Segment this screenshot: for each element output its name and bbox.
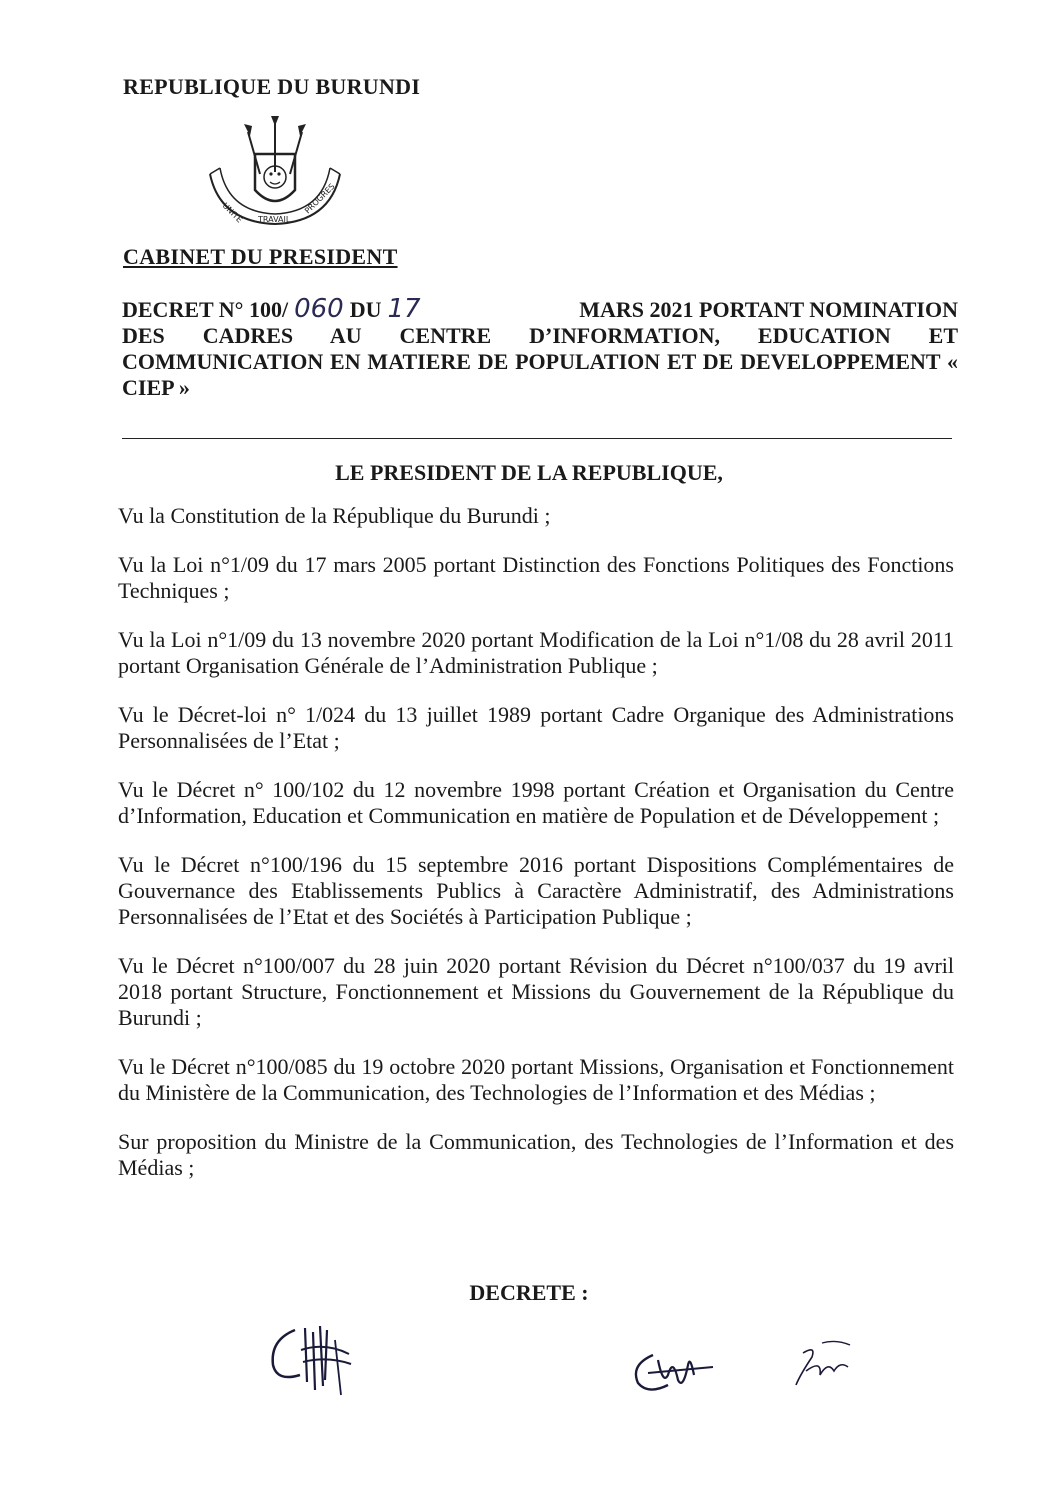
emblem-motto-2: TRAVAIL	[258, 215, 291, 224]
republic-header: REPUBLIQUE DU BURUNDI	[123, 74, 421, 99]
visa-item: Vu le Décret-loi n° 1/024 du 13 juillet 1989 portant Cadre Organique des Administrations Personnalisées de l’Etat ;	[118, 702, 954, 753]
signature-initials-2	[628, 1345, 718, 1400]
cabinet-header: CABINET DU PRESIDENT	[123, 244, 398, 269]
visa-item: Sur proposition du Ministre de la Communication, des Technologies de l’Information et des Médias ;	[118, 1129, 954, 1180]
decree-number-handwritten: 060	[294, 294, 344, 324]
president-heading: LE PRESIDENT DE LA REPUBLIQUE,	[335, 460, 723, 485]
signature-initials-3	[788, 1335, 858, 1390]
emblem-motto-3: PROGRES	[303, 181, 337, 216]
visa-item: Vu la Constitution de la République du Burundi ;	[118, 503, 551, 528]
visa-item: Vu la Loi n°1/09 du 13 novembre 2020 portant Modification de la Loi n°1/08 du 28 avril 2011 portant Organisation Générale de l’Administration Publique ;	[118, 627, 954, 678]
visas-list	[118, 503, 954, 1204]
decree-title	[122, 296, 958, 401]
visa-item: Vu le Décret n°100/196 du 15 septembre 2016 portant Dispositions Complémentaires de Gouvernance des Etablissements Publics à Caractère Administratif, des Administrations Personnalisées de l’Etat et des Sociétés à Participation Publique ;	[118, 852, 954, 929]
visa-item: Vu le Décret n° 100/102 du 12 novembre 1998 portant Création et Organisation du Centre d’Information, Education et Communication en matière de Population et de Développement ;	[118, 777, 954, 828]
visa-item: Vu le Décret n°100/007 du 28 juin 2020 portant Révision du Décret n°100/037 du 19 avril 2018 portant Structure, Fonctionnement et Missions du Gouvernement de la République du Burundi ;	[118, 953, 954, 1030]
visa-item: Vu le Décret n°100/085 du 19 octobre 2020 portant Missions, Organisation et Fonctionnement du Ministère de la Communication, des Technologies de l’Information et des Médias ;	[118, 1054, 954, 1105]
emblem-motto-1: UNITE	[220, 201, 245, 225]
decrete-heading: DECRETE :	[469, 1280, 589, 1305]
signature-initials-1	[265, 1320, 360, 1400]
decree-title-line1: MARS 2021 PORTANT NOMINATION	[579, 297, 958, 322]
decree-prefix: DECRET N° 100/	[122, 297, 289, 322]
coat-of-arms-emblem	[200, 112, 350, 237]
visa-item: Vu la Loi n°1/09 du 17 mars 2005 portant Distinction des Fonctions Politiques des Fonctions Techniques ;	[118, 552, 954, 603]
title-divider	[122, 438, 952, 439]
decree-title-rest: DES CADRES AU CENTRE D’INFORMATION, EDUCATION ET COMMUNICATION EN MATIERE DE POPULATION ET DE DEVELOPPEMENT « CIEP »	[122, 323, 958, 400]
decree-du: DU	[349, 297, 382, 322]
decree-day-handwritten: 17	[387, 294, 421, 324]
